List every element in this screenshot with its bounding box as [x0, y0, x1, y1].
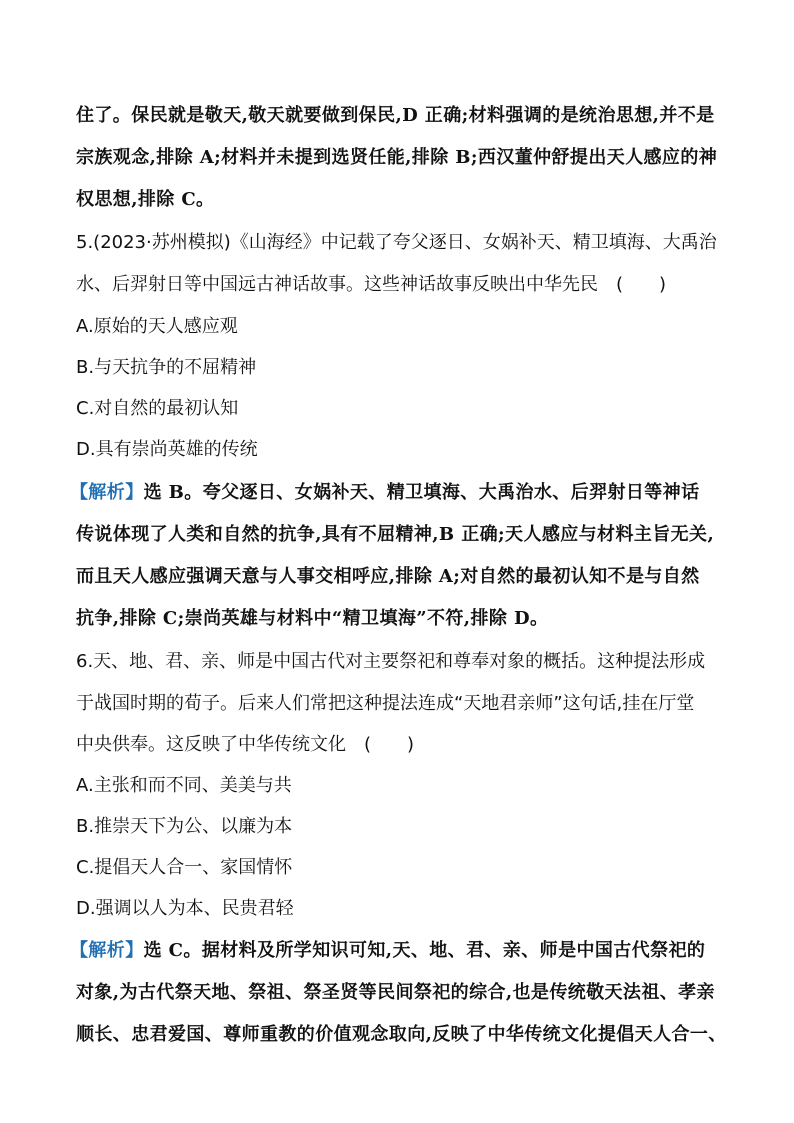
question-5-analysis-line: 传说体现了人类和自然的抗争,具有不屈精神,B 正确;天人感应与材料主旨无关,	[76, 524, 715, 545]
analysis-text: 选 C。据材料及所学知识可知,天、地、君、亲、师是中国古代祭祀的	[143, 940, 706, 961]
question-6-stem: 中央供奉。这反映了中华传统文化 ( )	[76, 734, 415, 755]
question-6-stem: 于战国时期的荀子。后来人们常把这种提法连成“天地君亲师”这句话,挂在厅堂	[76, 693, 695, 714]
question-5-analysis-first-line	[70, 481, 700, 505]
question-5-option-c: C.对自然的最初认知	[76, 398, 239, 419]
question-5-option-d: D.具有崇尚英雄的传统	[76, 439, 258, 460]
question-5-analysis-line: 而且天人感应强调天意与人事交相呼应,排除 A;对自然的最初认知不是与自然	[76, 566, 700, 587]
prev-analysis-line: 住了。保民就是敬天,敬天就要做到保民,D 正确;材料强调的是统治思想,并不是	[76, 105, 715, 126]
question-5-option-a: A.原始的天人感应观	[76, 316, 238, 337]
prev-analysis-line: 权思想,排除 C。	[76, 189, 215, 210]
question-5-analysis-line: 抗争,排除 C;崇尚英雄与材料中“精卫填海”不符,排除 D。	[76, 608, 549, 629]
question-5-stem: 5.(2023·苏州模拟)《山海经》中记载了夸父逐日、女娲补天、精卫填海、大禹治	[76, 232, 717, 253]
analysis-tag: 【解析】	[70, 940, 144, 961]
question-6-option-c: C.提倡天人合一、家国情怀	[76, 857, 293, 878]
question-6-option-d: D.强调以人为本、民贵君轻	[76, 898, 294, 919]
question-6-option-a: A.主张和而不同、美美与共	[76, 775, 292, 796]
question-6-analysis-first-line	[70, 939, 705, 963]
question-5-stem: 水、后羿射日等中国远古神话故事。这些神话故事反映出中华先民 ( )	[76, 274, 667, 295]
question-5-option-b: B.与天抗争的不屈精神	[76, 357, 257, 378]
question-6-analysis-line: 对象,为古代祭天地、祭祖、祭圣贤等民间祭祀的综合,也是传统敬天法祖、孝亲	[76, 982, 715, 1003]
question-6-stem: 6.天、地、君、亲、师是中国古代对主要祭祀和尊奉对象的概括。这种提法形成	[76, 651, 706, 672]
analysis-text: 选 B。夸父逐日、女娲补天、精卫填海、大禹治水、后羿射日等神话	[143, 482, 700, 503]
prev-analysis-line: 宗族观念,排除 A;材料并未提到选贤任能,排除 B;西汉董仲舒提出天人感应的神	[76, 147, 718, 168]
question-6-option-b: B.推崇天下为公、以廉为本	[76, 816, 293, 837]
question-6-analysis-line: 顺长、忠君爱国、尊师重教的价值观念取向,反映了中华传统文化提倡天人合一、	[76, 1024, 727, 1045]
analysis-tag: 【解析】	[70, 482, 144, 503]
